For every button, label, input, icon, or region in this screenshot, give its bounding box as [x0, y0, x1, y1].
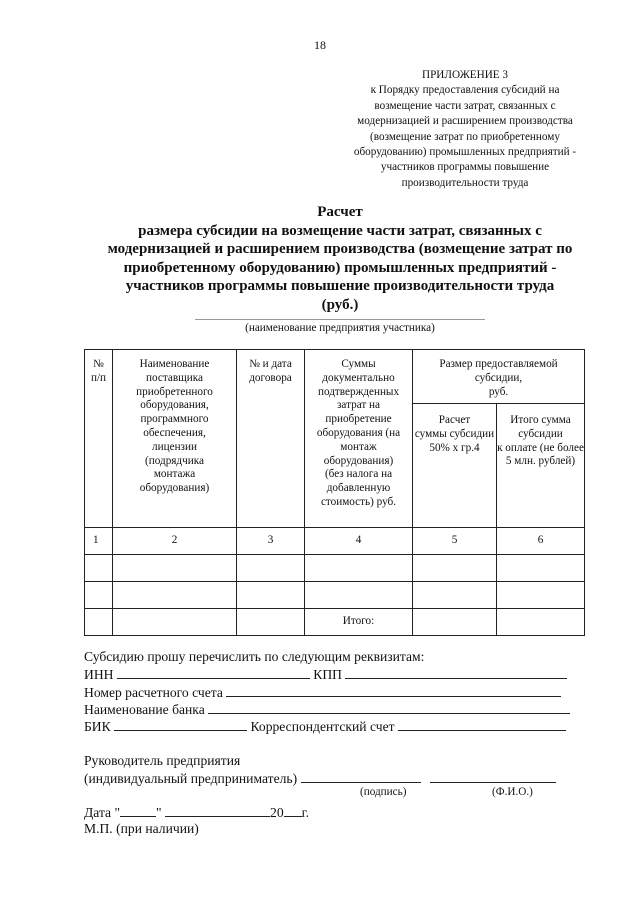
- appendix-title: ПРИЛОЖЕНИЕ 3: [421, 69, 508, 81]
- header-costs: Суммы документально подтвержденных затрат на приобретение оборудования (на монтаж оборудования) (без налога на добавленную стоимость) руб.: [305, 350, 413, 528]
- bik-corr-line: [84, 717, 594, 735]
- signature-caption: (подпись): [360, 786, 407, 798]
- total-row: [85, 609, 585, 636]
- col-number: 4: [305, 528, 413, 555]
- entrepreneur-line: [84, 769, 594, 787]
- kpp-field[interactable]: [345, 665, 567, 679]
- full-name-field[interactable]: [430, 769, 556, 783]
- date-label: Дата ": [84, 805, 121, 820]
- inn-kpp-line: [84, 665, 594, 683]
- title-line: модернизацией и расширением производства (возмещение затрат по: [107, 241, 573, 258]
- table-cell[interactable]: [85, 555, 113, 582]
- appendix-line: оборудованию) промышленных предприятий -: [353, 146, 577, 159]
- bank-label: Наименование банка: [84, 702, 205, 717]
- appendix-line: модернизацией и расширением производства: [357, 115, 573, 128]
- table-cell[interactable]: [413, 582, 497, 609]
- title-line: размера субсидии на возмещение части затрат, связанных с: [138, 222, 542, 239]
- table-row: [85, 555, 585, 582]
- total-label: Итого:: [305, 609, 413, 636]
- date-day-field[interactable]: [120, 803, 156, 817]
- date-quote: ": [156, 805, 162, 820]
- appendix-line: (возмещение затрат по приобретенному: [370, 130, 560, 143]
- table-cell[interactable]: [305, 555, 413, 582]
- total-sum-cell[interactable]: [497, 609, 585, 636]
- col-number: 6: [497, 528, 585, 555]
- kpp-label: КПП: [313, 667, 342, 682]
- bank-field[interactable]: [208, 700, 570, 714]
- table-cell[interactable]: [413, 555, 497, 582]
- header-subsidy-calc: Расчет суммы субсидии 50% х гр.4: [413, 404, 497, 528]
- appendix-line: участников программы повышение: [380, 161, 550, 174]
- date-line: [84, 803, 594, 821]
- account-line: [84, 683, 594, 701]
- header-supplier: Наименование поставщика приобретенного оборудования, программного обеспечения, лицензии (подрядчика монтажа оборудования): [113, 350, 237, 528]
- company-name-caption: (наименование предприятия участника): [245, 322, 435, 334]
- col-number: 2: [113, 528, 237, 555]
- subsidy-table: [84, 349, 585, 636]
- entrepreneur-label: (индивидуальный предприниматель): [84, 771, 298, 786]
- corr-label: Корреспондентский счет: [250, 719, 395, 734]
- table-cell[interactable]: [237, 582, 305, 609]
- table-cell[interactable]: [113, 582, 237, 609]
- corr-account-field[interactable]: [398, 717, 566, 731]
- signature-field[interactable]: [301, 769, 421, 783]
- bik-field[interactable]: [114, 717, 247, 731]
- account-label: Номер расчетного счета: [84, 685, 223, 700]
- stamp-label: М.П. (при наличии): [84, 821, 199, 836]
- bik-label: БИК: [84, 719, 111, 734]
- table-cell[interactable]: [113, 555, 237, 582]
- table-cell[interactable]: [237, 555, 305, 582]
- header-subsidy-total: Итого сумма субсидии к оплате (не более 5 млн. рублей): [497, 404, 585, 528]
- appendix-line: возмещение части затрат, связанных с: [374, 99, 556, 112]
- table-cell[interactable]: [305, 582, 413, 609]
- document-title: [80, 203, 600, 315]
- date-month-field[interactable]: [165, 803, 270, 817]
- table-cell[interactable]: [113, 609, 237, 636]
- inn-label: ИНН: [84, 667, 114, 682]
- inn-field[interactable]: [117, 665, 310, 679]
- appendix-header: [320, 68, 610, 191]
- head-label: Руководитель предприятия: [84, 753, 241, 768]
- table-cell[interactable]: [85, 609, 113, 636]
- account-field[interactable]: [226, 683, 561, 697]
- full-name-caption: (Ф.И.О.): [492, 786, 533, 798]
- title-line: (руб.): [321, 296, 359, 313]
- table-cell[interactable]: [497, 555, 585, 582]
- col-number: 3: [237, 528, 305, 555]
- appendix-line: к Порядку предоставления субсидий на: [370, 84, 560, 97]
- company-name-field[interactable]: [195, 319, 485, 320]
- appendix-line: производительности труда: [401, 176, 529, 189]
- header-subsidy-group: Размер предоставляемой субсидии, руб.: [413, 350, 585, 404]
- table-row: [85, 582, 585, 609]
- requisites-intro: Субсидию прошу перечислить по следующим реквизитам:: [84, 649, 425, 664]
- year-prefix: 20: [270, 805, 284, 820]
- title-line: приобретенному оборудованию) промышленных предприятий -: [123, 259, 557, 276]
- date-year-field[interactable]: [284, 803, 302, 817]
- year-suffix: г.: [301, 805, 310, 820]
- page-number: 18: [314, 38, 326, 52]
- bank-line: [84, 700, 594, 718]
- header-contract: № и дата договора: [237, 350, 305, 528]
- table-cell[interactable]: [497, 582, 585, 609]
- header-number: № п/п: [85, 350, 113, 528]
- col-number: 1: [85, 528, 113, 555]
- column-number-row: [85, 528, 585, 555]
- title-line: Расчет: [317, 204, 363, 220]
- title-line: участников программы повышение производительности труда: [125, 278, 555, 295]
- table-cell[interactable]: [85, 582, 113, 609]
- total-calc-cell[interactable]: [413, 609, 497, 636]
- col-number: 5: [413, 528, 497, 555]
- table-cell[interactable]: [237, 609, 305, 636]
